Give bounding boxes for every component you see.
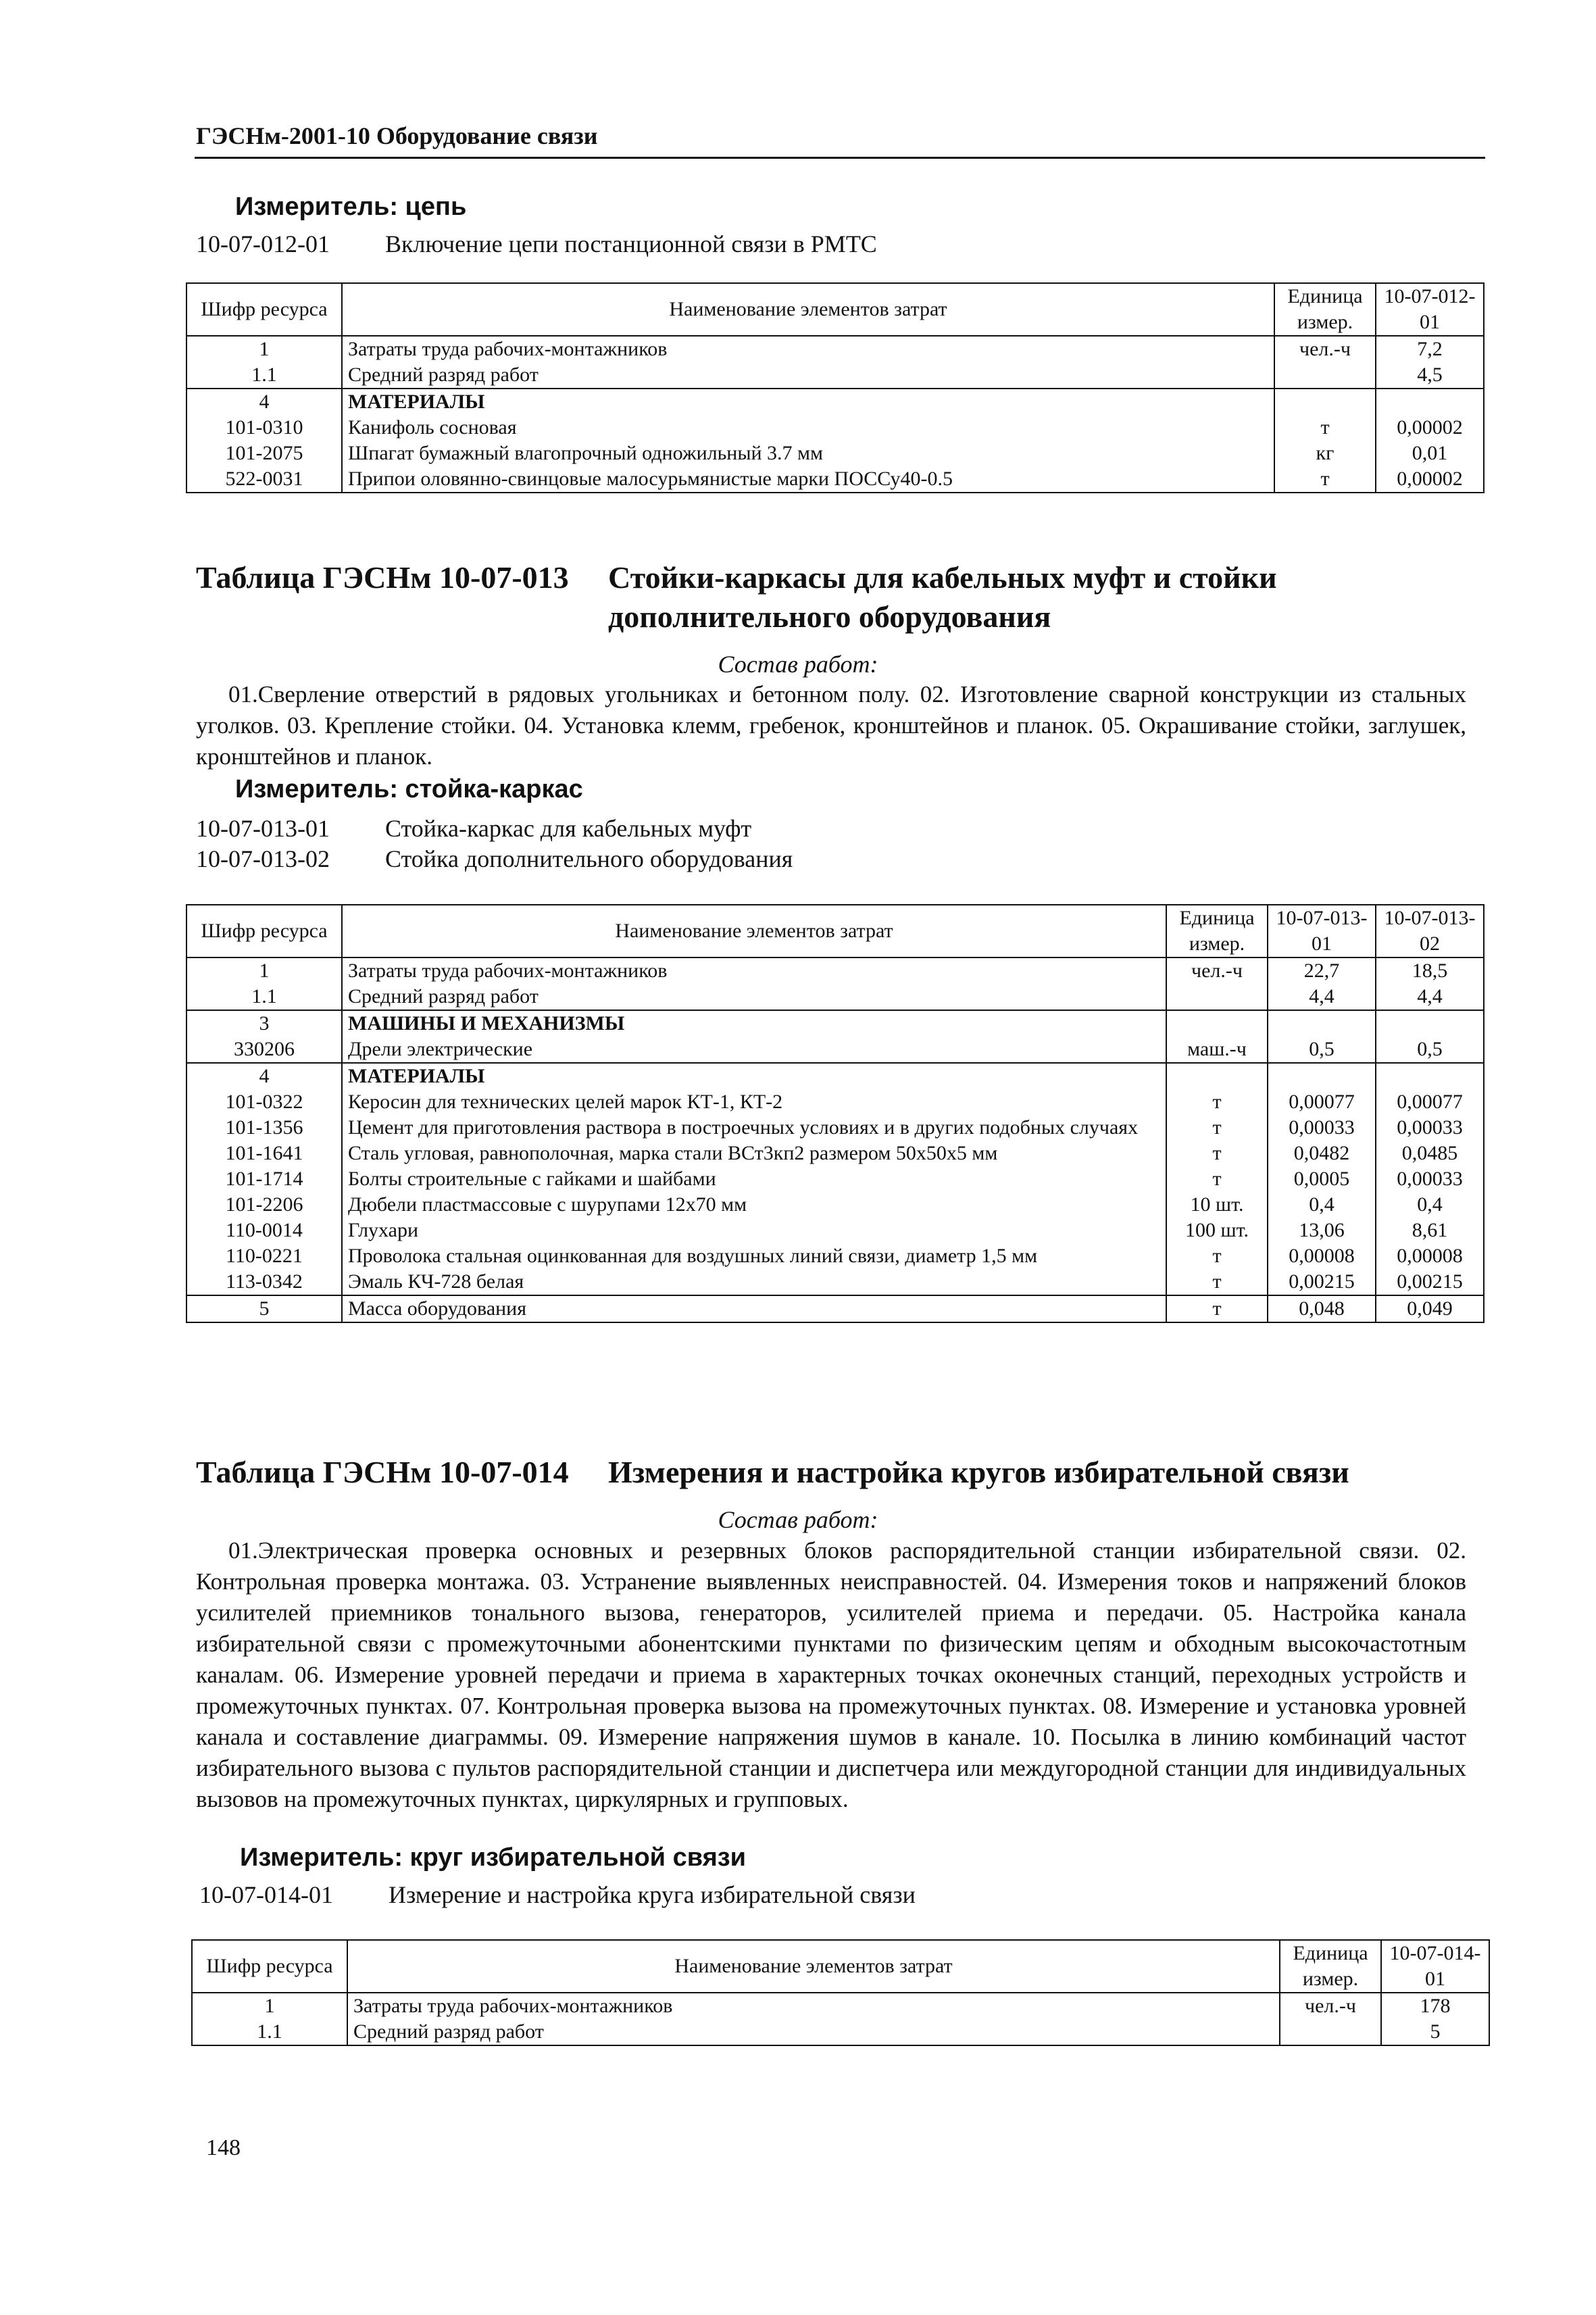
header-row (186, 283, 1484, 336)
cell-name: МАТЕРИАЛЫ (342, 1063, 1166, 1089)
table-row (186, 1115, 1484, 1141)
cell-unit: чел.-ч (1280, 1993, 1381, 2019)
table-row (186, 1166, 1484, 1192)
table-row (192, 2019, 1489, 2045)
table-title-text: Измерения и настройка кругов избирательной связи (608, 1455, 1349, 1489)
item-line (199, 1881, 916, 1909)
cell-name: Эмаль КЧ-728 белая (342, 1269, 1166, 1295)
cell-value: 0,00033 (1376, 1166, 1484, 1192)
work-composition-heading: Состав работ: (718, 1506, 878, 1533)
cell-code: 101-0310 (186, 415, 342, 441)
cell-unit: т (1166, 1115, 1268, 1141)
cell-name: Дрели электрические (342, 1037, 1166, 1063)
item-text: Включение цепи постанционной связи в РМТС (385, 230, 877, 257)
header-unit: Единица измер. (1280, 1940, 1381, 1993)
cell-value: 5 (1381, 2019, 1489, 2045)
cell-name: Затраты труда рабочих-монтажников (347, 1993, 1280, 2019)
cell-code: 1.1 (186, 362, 342, 389)
header-name: Наименование элементов затрат (342, 283, 1274, 336)
cell-unit: т (1166, 1166, 1268, 1192)
cell-code: 101-1714 (186, 1166, 342, 1192)
cell-name: Масса оборудования (342, 1295, 1166, 1322)
work-composition-text: 01.Сверление отверстий в рядовых угольниках и бетонном полу. 02. Изготовление сварной конструкции из стальных уголков. 03. Крепление стойки. 04. Установка клемм, гребенок, кронштейнов и планок. 05. Окрашивание стойки, заглушек, кронштейнов и планок. (196, 681, 1466, 770)
header-norm-code: 10-07-013-02 (1376, 905, 1484, 957)
item-line (196, 230, 877, 258)
table-row (186, 1010, 1484, 1037)
table-row (186, 1141, 1484, 1166)
cell-value: 0,00002 (1376, 415, 1484, 441)
cell-code: 101-1641 (186, 1141, 342, 1166)
cell-code: 1 (186, 957, 342, 984)
cell-value: 0,01 (1376, 441, 1484, 466)
item-text: Измерение и настройка круга избирательной связи (389, 1881, 916, 1908)
cell-name: Припои оловянно-свинцовые малосурьмянистые марки ПОССу40-0.5 (342, 466, 1274, 493)
cell-name: Канифоль сосновая (342, 415, 1274, 441)
cell-name: Сталь угловая, равнополочная, марка стали ВСт3кп2 размером 50х50х5 мм (342, 1141, 1166, 1166)
running-header: ГЭСНм-2001-10 Оборудование связи (196, 122, 598, 149)
cell-unit: чел.-ч (1166, 957, 1268, 984)
cell-name: Цемент для приготовления раствора в построечных условиях и в других подобных случаях (342, 1115, 1166, 1141)
header-row (192, 1940, 1489, 1993)
header-name: Наименование элементов затрат (347, 1940, 1280, 1993)
cell-unit: чел.-ч (1274, 336, 1376, 362)
cell-value: 7,2 (1376, 336, 1484, 362)
table-row (186, 441, 1484, 466)
cell-value: 0,00002 (1376, 466, 1484, 493)
header-unit: Единица измер. (1274, 283, 1376, 336)
cell-value: 0,00008 (1376, 1243, 1484, 1269)
cell-value: 22,7 (1268, 957, 1376, 984)
item-code: 10-07-013-01 (196, 815, 330, 842)
table-title-label: Таблица ГЭСНм 10-07-014 (196, 1455, 569, 1489)
cell-value (1376, 1063, 1484, 1089)
cell-code: 522-0031 (186, 466, 342, 493)
header-norm-code: 10-07-014-01 (1381, 1940, 1489, 1993)
cell-name: Глухари (342, 1218, 1166, 1243)
cell-code: 110-0014 (186, 1218, 342, 1243)
page-number: 148 (206, 2135, 241, 2160)
cell-value: 0,049 (1376, 1295, 1484, 1322)
item-line (196, 814, 751, 843)
cell-name: Проволока стальная оцинкованная для воздушных линий связи, диаметр 1,5 мм (342, 1243, 1166, 1269)
table-row (192, 1993, 1489, 2019)
table-title-text-2: дополнительного оборудования (608, 599, 1051, 634)
cell-unit: т (1166, 1141, 1268, 1166)
item-text: Стойка дополнительного оборудования (385, 845, 793, 872)
meter-label: Измеритель: стойка-каркас (235, 775, 583, 803)
work-composition-heading: Состав работ: (718, 651, 878, 678)
cell-code: 101-2075 (186, 441, 342, 466)
cell-unit (1274, 362, 1376, 389)
cell-unit (1166, 1010, 1268, 1037)
cell-code: 4 (186, 1063, 342, 1089)
cell-unit: т (1274, 415, 1376, 441)
cell-value: 0,0005 (1268, 1166, 1376, 1192)
table-row (186, 336, 1484, 362)
table-row (186, 1243, 1484, 1269)
cell-name: Керосин для технических целей марок КТ-1, КТ-2 (342, 1089, 1166, 1115)
cell-code: 4 (186, 389, 342, 415)
meter-label: Измеритель: цепь (235, 193, 467, 221)
header-norm-code: 10-07-012-01 (1376, 283, 1484, 336)
table-row (186, 1037, 1484, 1063)
cell-code: 101-2206 (186, 1192, 342, 1218)
cell-code: 110-0221 (186, 1243, 342, 1269)
cell-code: 1 (186, 336, 342, 362)
cell-value: 4,4 (1268, 984, 1376, 1010)
cell-code: 5 (186, 1295, 342, 1322)
cell-value: 178 (1381, 1993, 1489, 2019)
table-title (196, 1453, 1349, 1492)
cell-value: 0,5 (1376, 1037, 1484, 1063)
table-title-label: Таблица ГЭСНм 10-07-013 (196, 560, 569, 595)
cell-unit: маш.-ч (1166, 1037, 1268, 1063)
item-text: Стойка-каркас для кабельных муфт (385, 815, 752, 842)
item-code: 10-07-013-02 (196, 845, 330, 872)
table-row (186, 1218, 1484, 1243)
header-rule (195, 157, 1485, 159)
cell-unit (1274, 389, 1376, 415)
table-row (186, 415, 1484, 441)
cell-name: Затраты труда рабочих-монтажников (342, 336, 1274, 362)
table-title (196, 558, 1277, 637)
cell-unit: 100 шт. (1166, 1218, 1268, 1243)
header-code: Шифр ресурса (192, 1940, 347, 1993)
table-row (186, 1295, 1484, 1322)
header-row (186, 905, 1484, 957)
cell-name: МАШИНЫ И МЕХАНИЗМЫ (342, 1010, 1166, 1037)
cell-value (1376, 1010, 1484, 1037)
norm-table (191, 1939, 1490, 2046)
header-code: Шифр ресурса (186, 905, 342, 957)
cell-unit: т (1274, 466, 1376, 493)
cell-value (1376, 389, 1484, 415)
cell-code: 3 (186, 1010, 342, 1037)
item-code: 10-07-012-01 (196, 230, 330, 257)
meter-label: Измеритель: круг избирательной связи (240, 1843, 746, 1872)
cell-value: 4,5 (1376, 362, 1484, 389)
table-row (186, 957, 1484, 984)
cell-value: 0,4 (1376, 1192, 1484, 1218)
table-row (186, 1089, 1484, 1115)
cell-code: 1 (192, 1993, 347, 2019)
table-row (186, 362, 1484, 389)
cell-unit (1166, 1063, 1268, 1089)
cell-value: 0,00077 (1376, 1089, 1484, 1115)
cell-value: 0,00215 (1376, 1269, 1484, 1295)
cell-code: 113-0342 (186, 1269, 342, 1295)
cell-value: 8,61 (1376, 1218, 1484, 1243)
cell-value: 4,4 (1376, 984, 1484, 1010)
cell-unit: т (1166, 1243, 1268, 1269)
item-code: 10-07-014-01 (199, 1881, 333, 1908)
header-norm-code: 10-07-013-01 (1268, 905, 1376, 957)
cell-name: Дюбели пластмассовые с шурупами 12х70 мм (342, 1192, 1166, 1218)
cell-value: 0,0482 (1268, 1141, 1376, 1166)
cell-name: Средний разряд работ (342, 362, 1274, 389)
norm-table (186, 904, 1485, 1323)
cell-value: 0,4 (1268, 1192, 1376, 1218)
cell-unit (1280, 2019, 1381, 2045)
cell-name: Шпагат бумажный влагопрочный одножильный 3.7 мм (342, 441, 1274, 466)
norm-table (186, 282, 1485, 493)
table-row (186, 984, 1484, 1010)
cell-unit: 10 шт. (1166, 1192, 1268, 1218)
cell-name: Болты строительные с гайками и шайбами (342, 1166, 1166, 1192)
cell-code: 1.1 (192, 2019, 347, 2045)
cell-code: 101-0322 (186, 1089, 342, 1115)
cell-unit: т (1166, 1269, 1268, 1295)
cell-value: 0,00077 (1268, 1089, 1376, 1115)
cell-unit: кг (1274, 441, 1376, 466)
table-row (186, 389, 1484, 415)
cell-value (1268, 1010, 1376, 1037)
header-code: Шифр ресурса (186, 283, 342, 336)
cell-unit: т (1166, 1295, 1268, 1322)
header-unit: Единица измер. (1166, 905, 1268, 957)
cell-value: 18,5 (1376, 957, 1484, 984)
item-line (196, 845, 793, 873)
cell-value: 0,00008 (1268, 1243, 1376, 1269)
cell-code: 1.1 (186, 984, 342, 1010)
cell-value: 0,00033 (1376, 1115, 1484, 1141)
cell-value: 0,00033 (1268, 1115, 1376, 1141)
header-name: Наименование элементов затрат (342, 905, 1166, 957)
cell-name: МАТЕРИАЛЫ (342, 389, 1274, 415)
cell-code: 101-1356 (186, 1115, 342, 1141)
cell-value: 0,048 (1268, 1295, 1376, 1322)
cell-value: 0,5 (1268, 1037, 1376, 1063)
cell-value: 13,06 (1268, 1218, 1376, 1243)
cell-name: Средний разряд работ (347, 2019, 1280, 2045)
work-composition-text: 01.Электрическая проверка основных и резервных блоков распорядительной станции избирательной связи. 02. Контрольная проверка монтажа. 03. Устранение выявленных неисправностей. 04. Измерения токов и напряжений блоков усилителей приемников тонального вызова, генераторов, усилителей приема и передачи. 05. Настройка канала избирательной связи с промежуточными абонентскими пунктами по физическим цепям и обходным высокочастотным каналам. 06. Измерение уровней передачи и приема в характерных точках оконечных станций, переходных устройств и промежуточных пунктах. 07. Контрольная проверка вызова на промежуточных пунктах. 08. Измерение и установка уровней канала и составление диаграммы. 09. Измерение напряжения шумов в канале. 10. Посылка в линию комбинаций частот избирательного вызова с пультов распорядительной станции и диспетчера или междугородной станции для индивидуальных вызовов на промежуточных пунктах, циркулярных и групповых. (196, 1537, 1466, 1812)
table-row (186, 1063, 1484, 1089)
cell-name: Затраты труда рабочих-монтажников (342, 957, 1166, 984)
table-row (186, 1192, 1484, 1218)
cell-value: 0,0485 (1376, 1141, 1484, 1166)
cell-name: Средний разряд работ (342, 984, 1166, 1010)
table-row (186, 466, 1484, 493)
table-title-text: Стойки-каркасы для кабельных муфт и стойки (608, 560, 1277, 595)
cell-unit (1166, 984, 1268, 1010)
cell-value: 0,00215 (1268, 1269, 1376, 1295)
cell-value (1268, 1063, 1376, 1089)
cell-code: 330206 (186, 1037, 342, 1063)
cell-unit: т (1166, 1089, 1268, 1115)
table-row (186, 1269, 1484, 1295)
